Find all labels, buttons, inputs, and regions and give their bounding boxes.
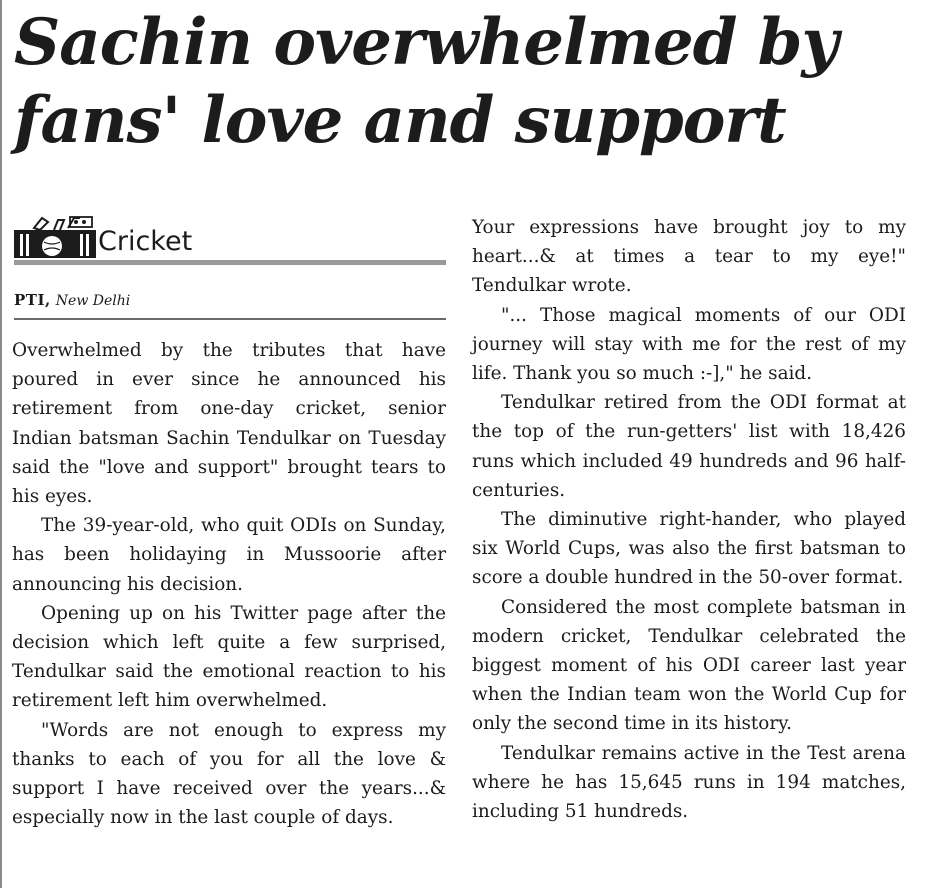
- article-paragraph: Tendulkar remains active in the Test arena where he has 15,645 runs in 194 matches, including 51 hundreds.: [472, 742, 906, 823]
- article-column-left: [12, 336, 446, 832]
- article-paragraph: Overwhelmed by the tributes that have poured in ever since he announced his retirement from one-day cricket, senior Indian batsman Sachin Tendulkar on Tuesday said the "love and support" brought tears to his eyes.: [12, 340, 446, 508]
- article-paragraph: "... Those magical moments of our ODI journey will stay with me for the rest of my life. Thank you so much :-]," he said.: [472, 304, 906, 385]
- article-headline: Sachin overwhelmed by fans' love and support: [14, 5, 838, 158]
- byline-agency: PTI,: [14, 291, 51, 309]
- article-column-right: [472, 213, 906, 826]
- page-edge-border: [0, 0, 2, 888]
- article-paragraph: Opening up on his Twitter page after the decision which left quite a few surprised, Tendulkar said the emotional reaction to his retirement left him overwhelmed.: [12, 602, 446, 712]
- section-kicker: [14, 216, 446, 266]
- section-label: Cricket: [98, 226, 193, 257]
- section-divider: [14, 260, 446, 265]
- article-paragraph: Considered the most complete batsman in modern cricket, Tendulkar celebrated the biggest moment of his ODI career last year when the Indian team won the World Cup for only the second time in its history.: [472, 596, 906, 735]
- article-paragraph: "Words are not enough to express my thanks to each of you for all the love & support I have received over the years...& especially now in the last couple of days.: [12, 719, 446, 829]
- byline-location: New Delhi: [55, 293, 131, 309]
- article-paragraph: The diminutive right-hander, who played six World Cups, was also the first batsman to score a double hundred in the 50-over format.: [472, 509, 906, 589]
- byline-divider: [14, 318, 446, 320]
- byline: [14, 290, 446, 320]
- article-paragraph: Your expressions have brought joy to my heart...& at times a tear to my eye!" Tendulkar wrote.: [472, 217, 906, 297]
- article-paragraph: The 39-year-old, who quit ODIs on Sunday, has been holidaying in Mussoorie after announcing his decision.: [12, 515, 446, 595]
- article-paragraph: Tendulkar retired from the ODI format at the top of the run-getters' list with 18,426 runs which included 49 hundreds and 96 half-centuries.: [472, 392, 906, 501]
- cricket-bat-ball-wickets-icon: [14, 216, 96, 262]
